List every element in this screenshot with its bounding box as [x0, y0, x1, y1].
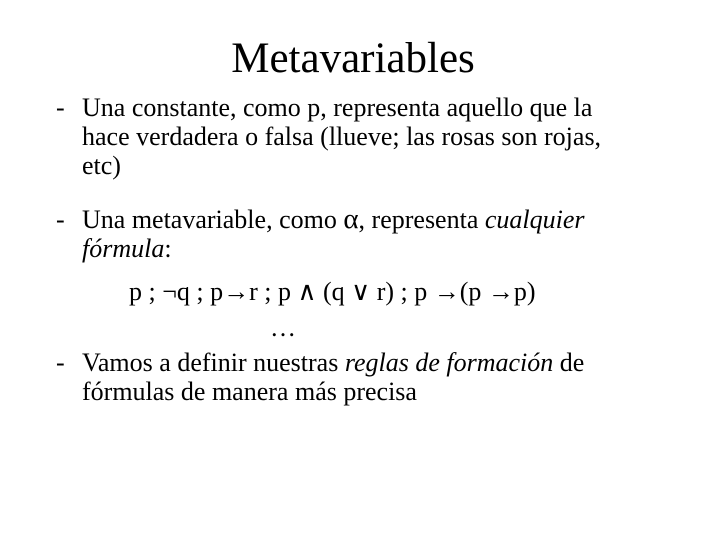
bullet-dash: -	[56, 348, 65, 377]
text-line	[82, 348, 672, 377]
bullet-text	[82, 348, 672, 406]
bullet-dash: -	[56, 205, 65, 234]
text-fragment: , representa	[358, 205, 485, 234]
text-fragment: :	[164, 234, 172, 263]
ellipsis: …	[270, 313, 296, 342]
slide-title: Metavariables	[231, 35, 475, 82]
text-line: fórmulas de manera más precisa	[82, 377, 417, 406]
bullet-text	[82, 93, 672, 180]
alpha-symbol: α	[343, 203, 359, 235]
text-fragment: Una metavariable, como	[82, 205, 344, 234]
text-fragment: Vamos a definir nuestras	[82, 348, 345, 377]
formula-examples: p ; ¬q ; p→r ; p ∧ (q ∨ r) ; p →(p →p)	[129, 277, 536, 306]
text-line	[82, 205, 672, 234]
text-line	[82, 234, 672, 263]
bullet-text	[82, 205, 672, 263]
emphasis-text: cualquier	[484, 205, 585, 234]
text-line: etc)	[82, 151, 121, 180]
text-line: hace verdadera o falsa (llueve; las rosas son rojas,	[82, 122, 602, 151]
text-fragment: de	[553, 348, 585, 377]
emphasis-text: fórmula	[82, 234, 165, 263]
bullet-dash: -	[56, 93, 65, 122]
text-line: Una constante, como p, representa aquello que la	[82, 93, 593, 122]
emphasis-text: reglas de formación	[344, 348, 554, 377]
